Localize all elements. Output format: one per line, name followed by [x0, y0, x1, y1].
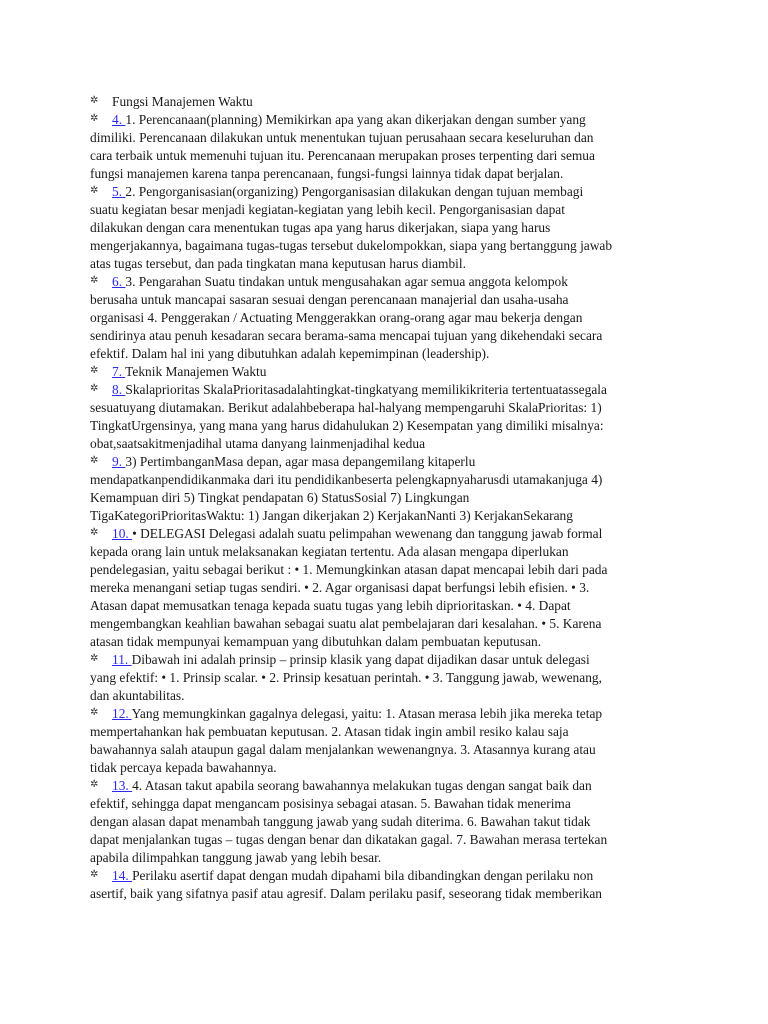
text-line: tidak percaya kepada bawahannya.: [90, 760, 277, 775]
entry-text: Skalaprioritas SkalaPrioritasadalahtingkat-tingkatyang memilikikriteria tertentuatassegala: [125, 382, 607, 397]
text-line: mereka menangani setiap tugas sendiri. • 2. Agar organisasi dapat berfungsi lebih efisien. • 3.: [90, 580, 590, 595]
entry-text: 4. Atasan takut apabila seorang bawahannya melakukan tugas dengan sangat baik dan: [132, 778, 592, 793]
text-line: [90, 867, 680, 885]
text-line: dapat menjalankan tugas – tugas dengan benar dan dikatakan gagal. 7. Bawahan merasa tertekan: [90, 832, 608, 847]
entry-text: • DELEGASI Delegasi adalah suatu pelimpahan wewenang dan tanggung jawab formal: [132, 526, 603, 541]
entry-text: 1. Perencanaan(planning) Memikirkan apa yang akan dikerjakan dengan sumber yang: [125, 112, 586, 127]
text-line: [90, 705, 680, 723]
list-item: [90, 705, 680, 777]
text-line: sesuatuyang diutamakan. Berikut adalahbeberapa hal-halyang mempengaruhi SkalaPrioritas: 1): [90, 400, 602, 415]
list-item: [90, 183, 680, 273]
text-line: mengembangkan keahlian bawahan sebagai suatu alat pembelajaran dari kesalahan. • 5. Karena: [90, 616, 602, 631]
text-line: bawahannya salah ataupun gagal dalam menjalankan wewenangnya. 3. Atasannya kurang atau: [90, 742, 596, 757]
text-line: suatu kegiatan besar menjadi kegiatan-kegiatan yang lebih kecil. Pengorganisasian dapat: [90, 202, 565, 217]
entry-text: 3) PertimbanganMasa depan, agar masa depangemilang kitaperlu: [125, 454, 476, 469]
text-line: [90, 651, 680, 669]
text-line: pendelegasian, yaitu sebagai berikut : • 1. Memungkinkan atasan dapat mencapai lebih dari pada: [90, 562, 608, 577]
list-item: [90, 111, 680, 183]
text-line: atas tugas tersebut, dan pada tingkatan mana keputusan harus diambil.: [90, 256, 466, 271]
list-item: [90, 93, 680, 111]
text-line: fungsi manajemen karena tanpa perencanaan, fungsi-fungsi lainnya tidak dapat berjalan.: [90, 166, 564, 181]
entry-text: 3. Pengarahan Suatu tindakan untuk mengusahakan agar semua anggota kelompok: [125, 274, 568, 289]
text-line: apabila dilimpahkan tanggung jawab yang lebih besar.: [90, 850, 382, 865]
text-line: obat,saatsakitmenjadihal utama danyang lainmenjadihal kedua: [90, 436, 426, 451]
text-line: efektif, sehingga dapat mengancam posisinya sebagai atasan. 5. Bawahan tidak menerima: [90, 796, 571, 811]
text-line: dilakukan dengan cara menentukan tugas apa yang harus dikerjakan, siapa yang harus: [90, 220, 551, 235]
page-link[interactable]: 5.: [112, 184, 126, 199]
text-line: TigaKategoriPrioritasWaktu: 1) Jangan dikerjakan 2) KerjakanNanti 3) KerjakanSekarang: [90, 508, 573, 523]
page-link[interactable]: 10.: [112, 526, 133, 541]
list-item: [90, 651, 680, 705]
bullet-icon: ✲: [90, 383, 99, 394]
text-line: atasan tidak mempunyai kemampuan yang dibutuhkan dalam pembuatan keputusan.: [90, 634, 542, 649]
text-line: Atasan dapat memusatkan tenaga kepada suatu tugas yang lebih diprioritaskan. • 4. Dapat: [90, 598, 571, 613]
text-line: TingkatUrgensinya, yang mana yang harus didahulukan 2) Kesempatan yang dimiliki misalnya:: [90, 418, 604, 433]
text-line: [90, 273, 680, 291]
entry-text: 2. Pengorganisasian(organizing) Pengorganisasian dilakukan dengan tujuan membagi: [125, 184, 584, 199]
page-link[interactable]: 12.: [112, 706, 132, 721]
list-item: [90, 453, 680, 525]
bullet-icon: ✲: [90, 95, 99, 106]
document-body: [90, 93, 680, 903]
text-line: [90, 363, 680, 381]
entry-text: Fungsi Manajemen Waktu: [112, 94, 253, 109]
page-link[interactable]: 13.: [112, 778, 133, 793]
page-link[interactable]: 7.: [112, 364, 126, 379]
bullet-icon: ✲: [90, 365, 99, 376]
text-line: [90, 777, 680, 795]
text-line: yang efektif: • 1. Prinsip scalar. • 2. Prinsip kesatuan perintah. • 3. Tanggung jawab, wewenang,: [90, 670, 602, 685]
text-line: organisasi 4. Penggerakan / Actuating Menggerakkan orang-orang agar mau bekerja dengan: [90, 310, 583, 325]
text-line: kepada orang lain untuk melaksanakan kegiatan tertentu. Ada alasan mengapa diperlukan: [90, 544, 569, 559]
entry-text: Perilaku asertif dapat dengan mudah dipahami bila dibandingkan dengan perilaku non: [132, 868, 594, 883]
page-link[interactable]: 6.: [112, 274, 126, 289]
text-line: [90, 93, 680, 111]
page-link[interactable]: 9.: [112, 454, 126, 469]
text-line: asertif, baik yang sifatnya pasif atau agresif. Dalam perilaku pasif, seseorang tidak memberikan: [90, 886, 603, 901]
text-line: dimiliki. Perencanaan dilakukan untuk menentukan tujuan perusahaan secara keseluruhan dan: [90, 130, 594, 145]
entry-text: Yang memungkinkan gagalnya delegasi, yaitu: 1. Atasan merasa lebih jika mereka tetap: [131, 706, 603, 721]
page-link[interactable]: 14.: [112, 868, 133, 883]
text-line: [90, 381, 680, 399]
text-line: efektif. Dalam hal ini yang dibutuhkan adalah kepemimpinan (leadership).: [90, 346, 490, 361]
entry-text: Teknik Manajemen Waktu: [125, 364, 267, 379]
bullet-icon: ✲: [90, 113, 99, 124]
bullet-icon: ✲: [90, 653, 99, 664]
bullet-icon: ✲: [90, 185, 99, 196]
bullet-icon: ✲: [90, 779, 99, 790]
list-item: [90, 363, 680, 381]
bullet-icon: ✲: [90, 707, 99, 718]
list-item: [90, 867, 680, 903]
text-line: sendirinya atau penuh kesadaran secara berama-sama mencapai tujuan yang dikehendaki secara: [90, 328, 603, 343]
text-line: [90, 183, 680, 201]
text-line: mengerjakannya, bagaimana tugas-tugas tersebut dukelompokkan, siapa yang bertanggung jawab: [90, 238, 613, 253]
text-line: dan akuntabilitas.: [90, 688, 185, 703]
bullet-icon: ✲: [90, 275, 99, 286]
page-link[interactable]: 8.: [112, 382, 126, 397]
text-line: cara terbaik untuk memenuhi tujuan itu. Perencanaan merupakan proses terpenting dari semua: [90, 148, 595, 163]
text-line: Kemampuan diri 5) Tingkat pendapatan 6) StatusSosial 7) Lingkungan: [90, 490, 470, 505]
text-line: dengan alasan dapat menambah tanggung jawab yang sudah diterima. 6. Bawahan takut tidak: [90, 814, 591, 829]
text-line: [90, 525, 680, 543]
text-line: berusaha untuk mancapai sasaran sesuai dengan perencanaan manajerial dan usaha-usaha: [90, 292, 569, 307]
bullet-icon: ✲: [90, 455, 99, 466]
list-item: [90, 273, 680, 363]
entry-text: Dibawah ini adalah prinsip – prinsip klasik yang dapat dijadikan dasar untuk delegasi: [131, 652, 590, 667]
list-item: [90, 381, 680, 453]
text-line: [90, 111, 680, 129]
list-item: [90, 525, 680, 651]
bullet-icon: ✲: [90, 869, 99, 880]
text-line: mendapatkanpendidikanmaka dari itu pendidikanbeserta pelengkapnyaharusdi utamakanjuga 4): [90, 472, 603, 487]
bullet-icon: ✲: [90, 527, 99, 538]
page-link[interactable]: 4.: [112, 112, 126, 127]
page-link[interactable]: 11.: [112, 652, 132, 667]
text-line: mempertahankan hak pembuatan keputusan. 2. Atasan tidak ingin ambil resiko kalau saja: [90, 724, 569, 739]
list-item: [90, 777, 680, 867]
text-line: [90, 453, 680, 471]
